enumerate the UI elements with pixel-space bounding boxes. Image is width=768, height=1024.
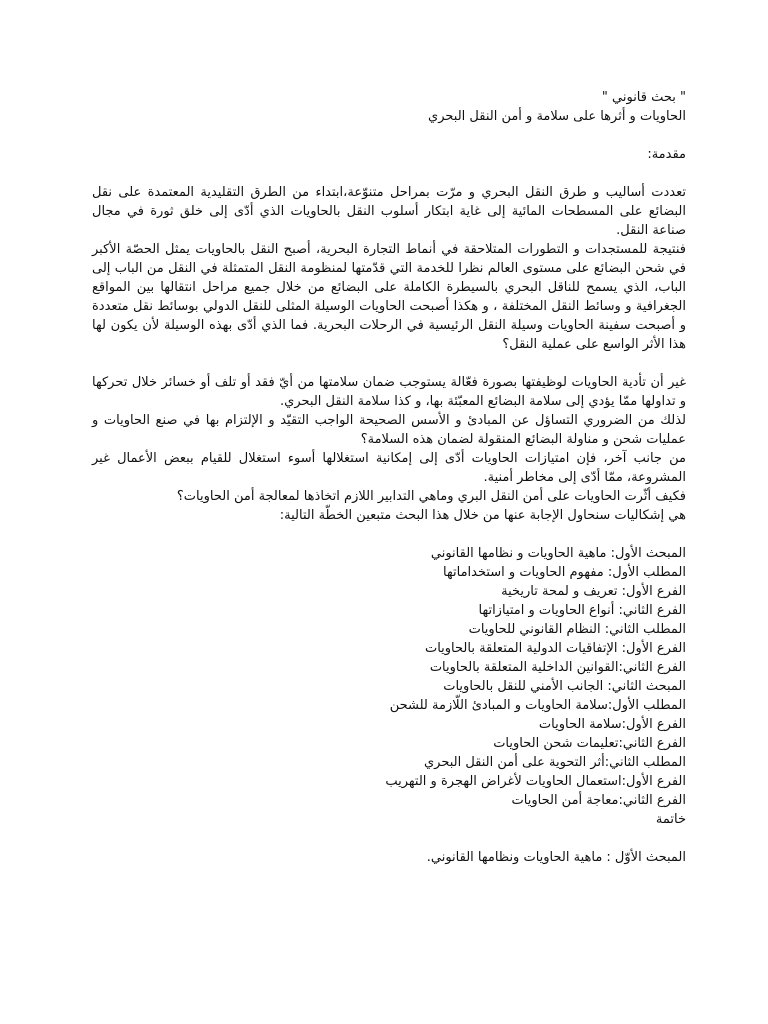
intro-paragraph-7: هي إشكاليات سنحاول الإجابة عنها من خلال هذا البحث متبعين الخطّة التالية:	[279, 508, 686, 523]
intro-paragraph-2: فنتيجة للمستجدات و التطورات المتلاحقة في أنماط التجارة البحرية، أصبح النقل بالحاويات يمثل الحصّة الأكبر في شحن البضائع على مستوى العالم نظرا للخدمة التي قدّمتها لمنظومة النقل المتمثلة في النقل من الباب إلى الباب، الذي يسمح للناقل البحري بالسيطرة الكاملة على البضائع من خلال جميع مراحل انتقالها بين المواقع الجغرافية و وسائط النقل المختلفة ، و هكذا أصبحت الحاويات الوسيلة المثلى للنقل الدولي بوسائط نقل متعددة و أصبحت سفينة الحاويات وسيلة النقل الرئيسية في الرحلات البحرية. فما الذي أدّى بهذه الوسيلة لأن يكون لها هذا الأثر الواسع على عملية النقل؟	[92, 242, 686, 352]
intro-paragraph-6: فكيف أثّرت الحاويات على أمن النقل البري وماهي التدابير اللازم اتخاذها لمعالجة أمن الحاويات؟	[176, 489, 686, 504]
spacer	[92, 126, 686, 145]
outline-item: الفرع الأول:سلامة الحاويات	[538, 717, 686, 732]
outline-item: الفرع الثاني:معاجة أمن الحاويات	[511, 793, 686, 808]
spacer	[92, 525, 686, 544]
outline-item: المطلب الأول:سلامة الحاويات و المبادئ اللّازمة للشحن	[389, 698, 686, 713]
spacer	[92, 164, 686, 183]
intro-paragraph-1: تعددت أساليب و طرق النقل البحري و مرّت بمراحل متنوّعة،ابتداء من الطرق التقليدية المعتمدة على نقل البضائع على المسطحات المائية إلى غاية ابتكار أسلوب النقل بالحاويات الذي أدّى إلى خلق ثورة في مجال صناعة النقل.	[92, 185, 686, 238]
intro-paragraph-4: لذلك من الضروري التساؤل عن المبادئ و الأسس الصحيحة الواجب التقيّد و الإلتزام بها في صنع الحاويات و عمليات شحن و مناولة البضائع المنقولة لضمان هذه السلامة؟	[92, 413, 686, 447]
outline-item: الفرع الثاني:القوانين الداخلية المتعلقة بالحاويات	[429, 660, 686, 675]
spacer	[92, 829, 686, 848]
intro-paragraph-5: من جانب آخر، فإن امتيازات الحاويات أدّى إلى إمكانية استغلالها أسوء استغلال للقيام ببعض الأعمال غير المشروعة، ممّا أدّى إلى مخاطر أمنية.	[92, 451, 686, 485]
outline-item: المطلب الثاني: النظام القانوني للحاويات	[468, 622, 686, 637]
section-heading: المبحث الأوّل : ماهية الحاويات ونظامها القانوني.	[426, 850, 686, 865]
outline-item: المبحث الأول: ماهية الحاويات و نظامها القانوني	[430, 546, 686, 561]
outline-item: الفرع الأول:استعمال الحاويات لأغراض الهجرة و التهريب	[385, 774, 686, 789]
document-title: الحاويات و أثرها على سلامة و أمن النقل البحري	[428, 109, 686, 124]
intro-paragraph-3: غير أن تأدية الحاويات لوظيفتها بصورة فعّالة يستوجب ضمان سلامتها من أيّ فقد أو تلف أو خسائر خلال تحركها و تداولها ممّا يؤدي إلى سلامة البضائع المعبّئة بها، و كذا سلامة النقل البحري.	[92, 375, 686, 409]
outline-item: المطلب الأول: مفهوم الحاويات و استخداماتها	[443, 565, 686, 580]
outline-item: المبحث الثاني: الجانب الأمني للنقل بالحاويات	[443, 679, 686, 694]
outline-item: خاتمة	[655, 812, 686, 827]
spacer	[92, 354, 686, 373]
intro-heading: مقدمة:	[647, 147, 686, 162]
outline-item: الفرع الثاني: أنواع الحاويات و امتيازاتها	[478, 603, 686, 618]
outline-item: الفرع الثاني:تعليمات شحن الحاويات	[493, 736, 686, 751]
outline-item: الفرع الأول: تعريف و لمحة تاريخية	[501, 584, 686, 599]
outline-list	[92, 544, 686, 829]
document-label: " بحث قانوني "	[601, 90, 686, 105]
outline-item: الفرع الأول: الإتفاقيات الدولية المتعلقة بالحاويات	[424, 641, 686, 656]
outline-item: المطلب الثاني:أثر التحوية على أمن النقل البحري	[423, 755, 686, 770]
document-page	[92, 88, 686, 867]
